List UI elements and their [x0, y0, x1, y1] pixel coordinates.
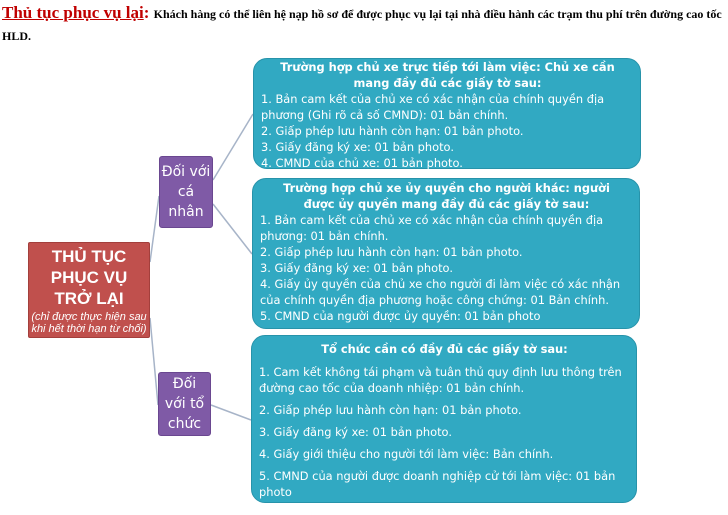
leaf-line: 4. Giấy giới thiệu cho người tới làm việc: Bản chính. — [259, 447, 554, 461]
root-title-line: TRỞ LẠI — [54, 289, 124, 308]
intro-colon: : — [143, 3, 154, 22]
branch-organization — [158, 372, 211, 436]
leaf-line: 4. Giấy ủy quyền của chủ xe cho người đi làm việc có xác nhận của chính quyền địa phương hoặc công chứng: 01 Bản chính. — [260, 277, 621, 307]
leaf-line: 1. Bản cam kết của chủ xe có xác nhận của chính quyền địa phương: 01 bản chính. — [260, 213, 604, 243]
leaf-line: 5. CMND của người được doanh nghiệp cử tới làm việc: 01 bản photo — [259, 469, 616, 499]
connector-branch1-leaf1 — [213, 114, 253, 180]
leaf-header: Trường hợp chủ xe ủy quyền cho người khác: người được ủy quyền mang đầy đủ các giấy tờ sau: — [283, 181, 610, 211]
branch-label-line: Đối với — [161, 164, 211, 180]
leaf-line: 3. Giấy đăng ký xe: 01 bản photo. — [259, 425, 452, 439]
connector-branch1-leaf2 — [213, 204, 252, 254]
leaf-line: 2. Giấp phép lưu hành còn hạn: 01 bản photo. — [260, 245, 523, 259]
root-title-line: THỦ TỤC — [51, 247, 127, 266]
leaf-line: 5. CMND của người được ủy quyền: 01 bản photo — [260, 309, 541, 323]
connector-root-branch1 — [150, 196, 159, 262]
leaf-line: 4. CMND của chủ xe: 01 bản photo. — [261, 156, 463, 170]
branch-label-line: nhân — [168, 204, 204, 220]
root-title — [29, 246, 149, 309]
root-note: (chỉ được thực hiện sau khi hết thời hạn từ chối) — [31, 311, 147, 335]
root-node — [28, 242, 150, 338]
leaf-line: 1. Bản cam kết của chủ xe có xác nhận của chính quyền địa phương (Ghi rõ cả số CMND): 01 bản chính. — [261, 92, 605, 122]
leaf-header: Tổ chức cần có đầy đủ các giấy tờ sau: — [321, 342, 568, 356]
branch-label-line: chức — [167, 416, 202, 432]
branch-label-line: với tổ — [164, 396, 205, 412]
branch-label-line: cá — [177, 184, 195, 200]
leaf-header: Trường hợp chủ xe trực tiếp tới làm việc: Chủ xe cần mang đầy đủ các giấy tờ sau: — [280, 60, 615, 90]
connector-branch2-leaf3 — [211, 405, 251, 420]
leaf-owner-direct — [253, 58, 641, 169]
leaf-organization — [251, 335, 637, 503]
root-title-line: PHỤC VỤ — [50, 268, 128, 287]
intro-text: Khách hàng có thể liên hệ nạp hồ sơ để được phục vụ lại tại nhà điều hành các trạm thu phí trên đường cao tốc HLD. — [2, 7, 722, 43]
leaf-line: 3. Giấy đăng ký xe: 01 bản photo. — [261, 140, 454, 154]
leaf-line: 1. Cam kết không tái phạm và tuân thủ quy định lưu thông trên đường cao tốc của doanh nhiệp: 01 bản chính. — [259, 365, 622, 395]
branch-individual — [159, 156, 213, 228]
leaf-line: 2. Giấp phép lưu hành còn hạn: 01 bản photo. — [261, 124, 524, 138]
connector-root-branch2 — [150, 318, 158, 405]
leaf-line: 3. Giấy đăng ký xe: 01 bản photo. — [260, 261, 453, 275]
intro-lead: Thủ tục phục vụ lại — [2, 3, 144, 22]
branch-label-line: Đối — [172, 376, 197, 392]
leaf-owner-authorized — [252, 178, 640, 329]
leaf-line: 2. Giấp phép lưu hành còn hạn: 01 bản photo. — [259, 403, 522, 417]
